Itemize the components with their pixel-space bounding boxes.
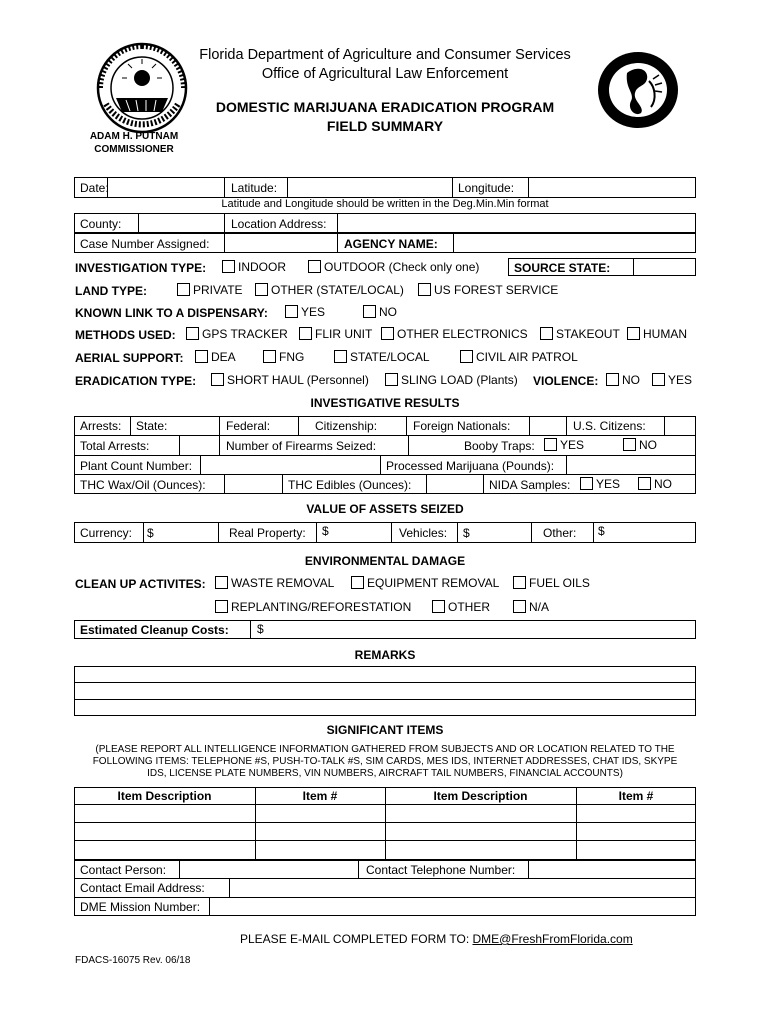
dispensary-no-checkbox[interactable] (363, 305, 376, 318)
violence-no-checkbox[interactable] (606, 373, 619, 386)
item-description-header: Item Description (117, 789, 212, 803)
firearms-seized-field[interactable] (410, 437, 450, 453)
violence-label: VIOLENCE: (533, 374, 599, 388)
items-note-line3: IDS, LICENSE PLATE NUMBERS, VIN NUMBERS, AIRCRAFT TAIL NUMBERS, FINANCIAL ACCOUNTS) (147, 768, 623, 779)
item-description-header-2: Item Description (433, 789, 528, 803)
other-state-local-checkbox[interactable] (255, 283, 268, 296)
contact-phone-label: Contact Telephone Number: (366, 863, 516, 877)
total-arrests-field[interactable] (181, 437, 218, 453)
case-number-field[interactable] (226, 235, 336, 251)
dispensary-yes-option[interactable]: YES (285, 305, 325, 319)
remarks-heading: REMARKS (354, 648, 416, 662)
source-state-field[interactable] (635, 259, 695, 275)
processed-marijuana-label: Processed Marijuana (Pounds): (386, 459, 555, 473)
contact-email-field[interactable] (231, 880, 694, 896)
foreign-nationals-field[interactable] (530, 418, 565, 434)
date-field[interactable] (109, 179, 222, 196)
source-state-label: SOURCE STATE: (514, 261, 611, 275)
plant-count-field[interactable] (202, 457, 379, 473)
state-arrests-field[interactable] (177, 418, 217, 434)
indoor-option[interactable]: INDOOR (222, 260, 286, 274)
location-label: Location Address: (231, 217, 327, 231)
form-subtitle: FIELD SUMMARY (326, 118, 444, 134)
other-assets-field[interactable]: $ (598, 524, 605, 538)
plant-count-label: Plant Count Number: (80, 459, 193, 473)
cleanup-costs-field[interactable]: $ (257, 622, 264, 636)
office-name: Office of Agricultural Law Enforcement (261, 66, 509, 82)
us-forest-service-checkbox[interactable] (418, 283, 431, 296)
other-cleanup-checkbox[interactable] (432, 600, 445, 613)
booby-traps-label: Booby Traps: (464, 439, 535, 453)
significant-items-heading: SIGNIFICANT ITEMS (326, 723, 444, 737)
na-option[interactable]: N/A (513, 600, 549, 614)
email-instruction (240, 932, 633, 946)
thc-edibles-field[interactable] (428, 476, 482, 492)
human-checkbox[interactable] (627, 327, 640, 340)
nida-no-option[interactable]: NO (638, 477, 672, 491)
other-state-local-option[interactable]: OTHER (STATE/LOCAL) (255, 283, 404, 297)
assets-heading: VALUE OF ASSETS SEIZED (306, 502, 464, 516)
federal-label: Federal: (226, 419, 271, 433)
contact-email-label: Contact Email Address: (80, 881, 205, 895)
violence-yes-checkbox[interactable] (652, 373, 665, 386)
other-electronics-checkbox[interactable] (381, 327, 394, 340)
state-local-option[interactable]: STATE/LOCAL (334, 350, 430, 364)
email-instruction-text: PLEASE E-MAIL COMPLETED FORM TO: (240, 932, 473, 946)
state-arrests-label: State: (136, 419, 168, 433)
latitude-field[interactable] (289, 179, 450, 196)
cleanup-costs-label: Estimated Cleanup Costs: (80, 623, 229, 637)
longitude-field[interactable] (530, 179, 694, 196)
cleanup-activities-label: CLEAN UP ACTIVITES: (75, 577, 206, 591)
contact-phone-field[interactable] (530, 862, 694, 877)
outdoor-checkbox[interactable] (308, 260, 321, 273)
citizenship-label: Citizenship: (315, 419, 378, 433)
real-property-field[interactable]: $ (322, 524, 329, 538)
private-option[interactable]: PRIVATE (177, 283, 243, 297)
email-link[interactable]: DME@FreshFromFlorida.com (472, 932, 633, 946)
department-name: Florida Department of Agriculture and Consumer Services (199, 47, 571, 63)
other-cleanup-option[interactable]: OTHER (432, 600, 490, 614)
indoor-checkbox[interactable] (222, 260, 235, 273)
flir-unit-option[interactable]: FLIR UNIT (299, 327, 372, 341)
nida-no-checkbox[interactable] (638, 477, 651, 490)
methods-used-label: METHODS USED: (75, 328, 176, 342)
dispensary-label: KNOWN LINK TO A DISPENSARY: (75, 306, 268, 320)
processed-marijuana-field[interactable] (568, 457, 695, 473)
booby-no-option[interactable]: NO (623, 438, 657, 452)
nida-yes-option[interactable]: YES (580, 477, 620, 491)
contact-person-label: Contact Person: (80, 863, 167, 877)
sling-load-checkbox[interactable] (385, 373, 398, 386)
form-number: FDACS-16075 Rev. 06/18 (75, 955, 191, 966)
county-field[interactable] (140, 215, 222, 231)
arrests-label: Arrests: (80, 419, 122, 433)
fuel-oils-option[interactable]: FUEL OILS (513, 576, 590, 590)
commissioner-title: COMMISSIONER (94, 144, 174, 155)
us-forest-service-option[interactable]: US FOREST SERVICE (418, 283, 558, 297)
short-haul-checkbox[interactable] (211, 373, 224, 386)
us-citizens-field[interactable] (665, 418, 695, 434)
date-label: Date: (80, 181, 109, 195)
agency-name-field[interactable] (455, 235, 694, 251)
thc-wax-field[interactable] (226, 476, 281, 492)
longitude-label: Longitude: (458, 181, 515, 195)
foreign-nationals-label: Foreign Nationals: (413, 419, 511, 433)
nida-yes-checkbox[interactable] (580, 477, 593, 490)
commissioner-name: ADAM H. PUTNAM (89, 131, 179, 142)
violence-no-option[interactable]: NO (606, 373, 640, 387)
waste-removal-checkbox[interactable] (215, 576, 228, 589)
flir-unit-checkbox[interactable] (299, 327, 312, 340)
agency-name-label: AGENCY NAME: (344, 237, 438, 251)
booby-yes-checkbox[interactable] (544, 438, 557, 451)
human-option[interactable]: HUMAN (627, 327, 687, 341)
location-field[interactable] (339, 215, 694, 231)
equipment-removal-checkbox[interactable] (351, 576, 364, 589)
violence-yes-option[interactable]: YES (652, 373, 692, 387)
stakeout-option[interactable]: STAKEOUT (540, 327, 620, 341)
contact-person-field[interactable] (181, 862, 357, 877)
vehicles-label: Vehicles: (399, 526, 448, 540)
item-number-header: Item # (302, 789, 338, 803)
sling-load-option[interactable]: SLING LOAD (Plants) (385, 373, 518, 387)
form-title: DOMESTIC MARIJUANA ERADICATION PROGRAM (215, 99, 555, 115)
items-note-line2: FOLLOWING ITEMS: TELEPHONE #S, PUSH-TO-TALK #S, SIM CARDS, MES IDS, INTERNET ADDRESSES, CHAT IDS, SKYPE (92, 756, 678, 767)
other-assets-label: Other: (543, 526, 577, 540)
firearms-seized-label: Number of Firearms Seized: (226, 439, 377, 453)
thc-edibles-label: THC Edibles (Ounces): (288, 478, 412, 492)
investigation-type-label: INVESTIGATION TYPE: (75, 261, 207, 275)
land-type-label: LAND TYPE: (75, 284, 147, 298)
dea-option[interactable]: DEA (195, 350, 236, 364)
thc-wax-label: THC Wax/Oil (Ounces): (80, 478, 206, 492)
latlong-note: Latitude and Longitude should be written in the Deg.Min.Min format (221, 198, 549, 210)
total-arrests-label: Total Arrests: (80, 439, 150, 453)
fng-checkbox[interactable] (263, 350, 276, 363)
short-haul-option[interactable]: SHORT HAUL (Personnel) (211, 373, 369, 387)
dme-mission-label: DME Mission Number: (80, 900, 201, 914)
equipment-removal-option[interactable]: EQUIPMENT REMOVAL (351, 576, 499, 590)
real-property-label: Real Property: (229, 526, 306, 540)
other-electronics-option[interactable]: OTHER ELECTRONICS (381, 327, 528, 341)
remarks-box[interactable] (74, 666, 696, 716)
waste-removal-option[interactable]: WASTE REMOVAL (215, 576, 334, 590)
civil-air-patrol-checkbox[interactable] (460, 350, 473, 363)
environmental-heading: ENVIRONMENTAL DAMAGE (304, 554, 466, 568)
case-number-label: Case Number Assigned: (80, 237, 210, 251)
na-checkbox[interactable] (513, 600, 526, 613)
eradication-type-label: ERADICATION TYPE: (75, 374, 197, 388)
nida-samples-label: NIDA Samples: (489, 478, 571, 492)
dea-checkbox[interactable] (195, 350, 208, 363)
dispensary-yes-checkbox[interactable] (285, 305, 298, 318)
dispensary-no-option[interactable]: NO (363, 305, 397, 319)
investigative-results-heading: INVESTIGATIVE RESULTS (310, 396, 460, 410)
item-number-header-2: Item # (618, 789, 654, 803)
latitude-label: Latitude: (231, 181, 278, 195)
currency-label: Currency: (80, 526, 133, 540)
us-citizens-label: U.S. Citizens: (573, 419, 646, 433)
items-note-line1: (PLEASE REPORT ALL INTELLIGENCE INFORMATION GATHERED FROM SUBJECTS AND OR LOCATION RELATED TO THE (95, 744, 675, 755)
gps-tracker-option[interactable]: GPS TRACKER (186, 327, 288, 341)
aerial-support-label: AERIAL SUPPORT: (75, 351, 184, 365)
currency-field[interactable]: $ (147, 526, 154, 540)
vehicles-field[interactable]: $ (463, 526, 470, 540)
booby-yes-option[interactable]: YES (544, 438, 584, 452)
stakeout-checkbox[interactable] (540, 327, 553, 340)
fuel-oils-checkbox[interactable] (513, 576, 526, 589)
dme-mission-field[interactable] (211, 899, 694, 915)
replanting-option[interactable]: REPLANTING/REFORESTATION (215, 600, 411, 614)
fng-option[interactable]: FNG (263, 350, 304, 364)
federal-field[interactable] (270, 418, 297, 434)
gps-tracker-checkbox[interactable] (186, 327, 199, 340)
state-local-checkbox[interactable] (334, 350, 347, 363)
booby-no-checkbox[interactable] (623, 438, 636, 451)
outdoor-option[interactable]: OUTDOOR (Check only one) (308, 260, 479, 274)
civil-air-patrol-option[interactable]: CIVIL AIR PATROL (460, 350, 578, 364)
private-checkbox[interactable] (177, 283, 190, 296)
replanting-checkbox[interactable] (215, 600, 228, 613)
county-label: County: (80, 217, 122, 231)
